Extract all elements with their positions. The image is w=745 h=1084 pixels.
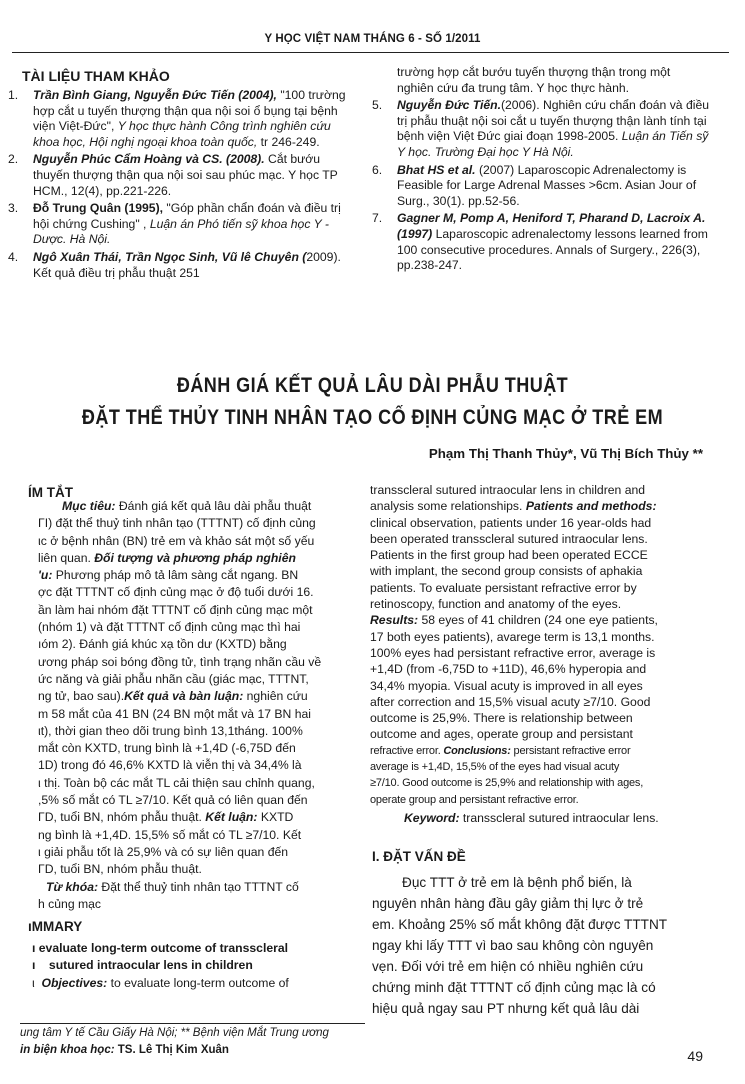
summary-vi-line [38, 636, 354, 653]
reference-number: 6. [372, 162, 383, 177]
abstract-en-line [370, 515, 706, 531]
summary-vi-line [38, 861, 354, 878]
intro-body [372, 872, 708, 1019]
abstract-en-line [370, 580, 706, 596]
article-title-line2: ĐẶT THỂ THỦY TINH NHÂN TẠO CỐ ĐỊNH CỦNG MẠC Ở TRẺ EM [81, 406, 664, 429]
reference-text-segment: Ngô Xuân Thái, Trần Ngọc Sinh, Vũ lê Chuyên ( [33, 249, 307, 264]
abstract-en-line [370, 694, 706, 710]
summary-vi-line-segment: Mục tiêu: [62, 499, 119, 513]
objectives-label: Objectives: [41, 976, 108, 990]
summary-vi-line [38, 498, 354, 515]
reference-item [370, 163, 710, 210]
summary-vi-line-segment: KXTD [260, 810, 294, 825]
summary-vi-line-segment: ΓD, tuổi BN, nhóm phẫu thuật. [38, 810, 206, 825]
abstract-en-line-segment: Patients in the first group had been operated ECCE [370, 548, 648, 563]
reference-continuation: trường hợp cắt bướu tuyến thượng thận trong một nghiên cứu đa trung tâm. Y học thực hành. [397, 65, 671, 95]
summary-vi-line [38, 567, 354, 584]
intro-line: em. Khoảng 25% số mắt không đặt được TTTNT [372, 917, 668, 932]
abstract-en-line-segment: operate group and persistant refractive error. [370, 793, 579, 806]
abstract-en-line [370, 726, 706, 742]
summary-vi-line-segment: 'u: [38, 568, 56, 583]
abstract-en-line [370, 743, 706, 759]
abstract-en-line [370, 563, 706, 579]
journal-header: Y HỌC VIỆT NAM THÁNG 6 - SỐ 1/2011 [264, 33, 481, 45]
summary-vi-line-segment: Phương pháp mô tả lâm sàng cắt ngang. BN [55, 568, 299, 583]
abstract-en-line [370, 678, 706, 694]
abstract-en-line-segment: outcome is 25,9%. There is relationship between [370, 711, 633, 726]
intro-line: ngay khi lấy TTT vì bao sau không còn nguyên [372, 938, 654, 953]
article-authors: Phạm Thị Thanh Thủy*, Vũ Thị Bích Thủy ** [428, 446, 703, 461]
summary-vi-line [38, 775, 354, 792]
abstract-en-line-segment: persistant refractive error [513, 744, 631, 757]
intro-line: chứng minh đặt TTTNT cố định củng mạc là có [372, 980, 656, 995]
summary-vi-line-segment: ức năng và giải phẫu nhãn cầu (giác mạc, TTTNT, [38, 671, 309, 686]
reference-text-segment: "100 trường hợp cắt u tuyến thượng thận qua nội soi ổ bụng tại bệnh viện Việt-Đức", [33, 88, 346, 134]
reference-text-segment: Gagner M, Pomp A, Heniford T, Pharand D, Lacroix A. (1997) [397, 211, 706, 241]
summary-vi-line-segment: ι thị. Toàn bộ các mắt TL cải thiện sau chỉnh quang, [38, 775, 315, 790]
summary-vi-body [38, 498, 354, 913]
summary-vi-line-segment: Kết luận: [205, 810, 261, 825]
reference-number: 7. [372, 211, 383, 226]
reference-item [6, 152, 356, 199]
references-right-column [370, 65, 710, 276]
abstract-en-line [370, 629, 706, 645]
abstract-en-line-segment: Patients and methods: [525, 499, 657, 514]
reference-text-segment: Y học thực hành Công trình nghiên cứu khoa học, Hội nghị ngoại khoa toàn quốc, [33, 119, 331, 149]
abstract-en-line [370, 498, 706, 514]
reference-text-segment: Nguyễn Đức Tiến. [397, 98, 501, 113]
objectives-prefix: ι [32, 976, 35, 990]
reference-item [6, 88, 356, 150]
summary-vi-line-segment: Đánh giá kết quả lâu dài phẫu thuật [118, 499, 312, 513]
intro-line: Đục TTT ở trẻ em là bệnh phổ biến, là [402, 875, 632, 890]
reference-text-segment: (2007) Laparoscopic Adrenalectomy is Feasible for Large Adrenal Masses >6cm. Asian Jour of Surg., 30(1). pp.52-56. [397, 162, 697, 208]
references-left-column [6, 88, 356, 283]
summary-vi-line [38, 515, 354, 532]
summary-vi-line [38, 879, 354, 896]
abstract-en-line [370, 710, 706, 726]
summary-vi-heading: ÍM TẮT [28, 485, 73, 500]
abstract-en-line [370, 792, 706, 808]
reference-item [370, 211, 710, 273]
summary-vi-line-segment: ần làm hai nhóm đặt TTTNT cố định củng mạc một [38, 602, 313, 617]
abstract-en-line-segment: ≥7/10. Good outcome is 25,9% and relationship with ages, [370, 777, 644, 790]
summary-vi-line-segment: mắt còn KXTD, trung bình là +1,4D (-6,75D đến [38, 741, 296, 756]
summary-vi-line [38, 619, 354, 636]
intro-line: nguyên nhân hàng đầu gây giảm thị lực ở trẻ [372, 896, 644, 911]
abstract-en-line [370, 482, 706, 498]
abstract-en-line-segment: retinoscopy, function and anatomy of the eyes. [370, 597, 622, 612]
footnote-rule [20, 1023, 365, 1024]
reference-text-segment: Đỗ Trung Quân (1995), [33, 201, 167, 216]
abstract-en-line-segment: +1,4D (from -6,75D to +11D), 46,6% hyperopia and [370, 662, 647, 677]
page-number: 49 [687, 1048, 703, 1064]
summary-vi-line [38, 740, 354, 757]
summary-vi-line [38, 844, 354, 861]
abstract-en-line-segment: 100% eyes had persistant refractive error, average is [370, 645, 656, 660]
summary-vi-line-segment: Đối tượng và phương pháp nghiên [94, 550, 296, 565]
summary-vi-line-segment: Đặt thể thuỷ tinh nhân tạo TTTNT cố [101, 879, 299, 894]
reviewer-name: TS. Lê Thị Kim Xuân [114, 1044, 229, 1056]
summary-vi-line-segment: ương pháp soi bóng đồng tử, tình trạng nhãn cầu về [38, 654, 322, 669]
article-title-line1: ĐÁNH GIÁ KẾT QUẢ LÂU DÀI PHẪU THUẬT [176, 374, 569, 397]
abstract-en-line-segment: refractive error. [370, 744, 444, 757]
reference-text-segment: Cắt bướu thuyến thượng thận qua nội soi sau phúc mạc. Y học TP HCM., 12(4), pp.221-226. [33, 152, 338, 198]
summary-vi-line [38, 654, 354, 671]
abstract-en-line-segment: average is +1,4D, 15,5% of the eyes had visual acuty [370, 761, 620, 774]
summary-vi-line-segment: ιc ở bệnh nhân (BN) trẻ em và khảo sát một số yếu [38, 533, 315, 548]
summary-vi-line-segment: liên quan. [38, 550, 95, 565]
reviewer-label: in biện khoa học: [20, 1044, 115, 1056]
abstract-keyword [404, 810, 704, 826]
summary-vi-line-segment: ợc đặt TTTNT cố định củng mạc ở độ tuổi dưới 16. [38, 585, 314, 600]
summary-vi-line-segment: ıóm 2). Đánh giá khúc xạ tồn dư (KXTD) bằng [38, 637, 287, 652]
abstract-en-line [370, 612, 706, 628]
reference-number: 2. [8, 152, 19, 167]
intro-heading: I. ĐẶT VẤN ĐỀ [372, 849, 466, 864]
reference-text-segment: "Góp phần chẩn đoán và điều trị hội chứng Cushing" , [33, 201, 341, 231]
abstract-en-line [370, 596, 706, 612]
reference-list-right-items [370, 98, 710, 274]
abstract-en-line-segment: outcome and ages, operate group and persistant [370, 727, 633, 742]
summary-vi-line [38, 896, 354, 913]
abstract-en-line-segment: transscleral sutured intraocular lens in children and [370, 483, 646, 497]
abstract-en-line-segment: clinical observation, patients under 16 year-olds had [370, 515, 652, 530]
abstract-en-line [370, 547, 706, 563]
abstract-en-line [370, 645, 706, 661]
summary-en-objectives [32, 975, 362, 991]
reference-text-segment: Nguyễn Phúc Cẩm Hoàng và CS. (2008). [33, 152, 269, 167]
summary-vi-line [38, 827, 354, 844]
objectives-text: to evaluate long-term outcome of [107, 976, 289, 990]
abstract-en-line-segment: patients. To evaluate persistant refractive error by [370, 580, 637, 595]
references-heading: TÀI LIỆU THAM KHẢO [22, 68, 170, 84]
summary-vi-line-segment: Từ khóa: [46, 879, 102, 894]
summary-vi-line-segment: ,5% số mắt có TL ≥7/10. Kết quả có liên quan đến [38, 793, 308, 808]
summary-vi-line-segment: (nhóm 1) và đặt TTTNT cố định củng mạc thì hai [38, 620, 301, 635]
summary-vi-line-segment: 1D) trong đó 46,6% KXTD là viễn thị và 34,4% là [38, 758, 302, 773]
abstract-en-line-segment: 34,4% myopia. Visual acuty is improved in all eyes [370, 678, 643, 693]
abstract-en-line [370, 531, 706, 547]
reference-number: 4. [8, 249, 19, 264]
summary-vi-line [38, 792, 354, 809]
summary-vi-line-segment: ιt), thời gian theo dõi trung bình 13,1tháng. 100% [38, 723, 303, 738]
summary-vi-line [38, 809, 354, 826]
footnote-affiliation: ung tâm Y tế Cầu Giấy Hà Nội; ** Bệnh viện Mắt Trung ương [20, 1027, 329, 1039]
summary-vi-line-segment: nghiên cứu [246, 689, 308, 704]
abstract-en-body [370, 482, 706, 808]
summary-vi-line [38, 671, 354, 688]
keyword-text: transscleral sutured intraocular lens. [459, 811, 659, 825]
reference-text-segment: (2006). Nghiên cứu chẩn đoán và điều trị phẫu thuật nội soi cắt u tuyến thượng thận lành tính tại bệnh viện Việt Đức giai đoạn 1998-2005. [397, 98, 710, 144]
summary-vi-line-segment: ng tử, bao sau). [38, 689, 125, 704]
summary-vi-line [38, 706, 354, 723]
reference-text-segment: Luận án Tiến sỹ Y học. Trường Đại học Y Hà Nội. [397, 129, 709, 159]
reference-text-segment: tr 246-249. [257, 134, 320, 149]
header-rule [12, 52, 729, 53]
keyword-label: Keyword: [404, 811, 460, 825]
summary-vi-line [38, 602, 354, 619]
summary-vi-line-segment: ΓD, tuổi BN, nhóm phẫu thuật. [38, 862, 202, 877]
summary-vi-line [38, 533, 354, 550]
summary-vi-line [38, 550, 354, 567]
footnote-reviewer [20, 1042, 420, 1058]
summary-vi-line-segment: ΓΙ) đặt thể thuỷ tinh nhân tạo (TTTNT) cố định củng [38, 516, 316, 531]
reference-item [6, 250, 356, 281]
reference-number: 5. [372, 98, 383, 113]
abstract-en-line-segment: with implant, the second group consists of aphakia [370, 564, 643, 579]
abstract-en-line-segment: Conclusions: [443, 744, 514, 757]
abstract-en-line-segment: 58 eyes of 41 children (24 one eye patients, [421, 613, 658, 628]
reference-number: 3. [8, 201, 19, 216]
abstract-en-line-segment: after correction and 15,5% visual acuty ≥7/10. Good [370, 694, 651, 709]
reference-text-segment: Luận án Phó tiến sỹ khoa học Y - Dược. Hà Nội. [33, 216, 329, 247]
summary-en-heading: ıMMARY [28, 919, 83, 934]
reference-number: 1. [8, 88, 19, 102]
summary-vi-line [38, 757, 354, 774]
reference-text-segment: Bhat HS et al. [397, 162, 479, 177]
abstract-en-line [370, 661, 706, 677]
summary-en-title-line2: ı sutured intraocular lens in children [32, 958, 253, 972]
abstract-en-line [370, 775, 706, 791]
abstract-en-line-segment: analysis some relationships. [370, 499, 526, 514]
reference-list-right [370, 65, 710, 96]
summary-vi-line-segment: h củng mạc [38, 896, 102, 911]
abstract-en-line-segment: Results: [370, 613, 422, 628]
abstract-en-line-segment: 17 both eyes patients), avarege term is 13,1 months. [370, 629, 655, 644]
summary-vi-line [38, 688, 354, 705]
reference-item [6, 201, 356, 248]
summary-vi-line-segment: ng bình là +1,4D. 15,5% số mắt có TL ≥7/10. Kết [38, 827, 302, 842]
summary-vi-line-segment: m 58 mắt của 41 BN (24 BN một mắt và 17 BN hai [38, 706, 311, 721]
reference-text-segment: Laparoscopic adrenalectomy lessons learned from 100 consecutive procedures. Annals of Surgery., 226(3), pp.238-247. [397, 226, 708, 273]
summary-en-title-line1: ı evaluate long-term outcome of transscleral [32, 941, 289, 955]
abstract-en-line [370, 759, 706, 775]
summary-vi-line-segment: Kết quả và bàn luận: [124, 689, 247, 704]
reference-text-segment: Trần Bình Giang, Nguyễn Đức Tiến (2004), [33, 88, 281, 102]
intro-line: hiệu quả ngay sau PT nhưng kết quả lâu dài [372, 1001, 640, 1016]
abstract-en-line-segment: been operated transscleral sutured intraocular lens. [370, 531, 648, 546]
summary-vi-line [38, 723, 354, 740]
reference-text-segment: 2009). Kết quả điều trị phẫu thuật 251 [33, 249, 341, 280]
intro-line: vẹn. Đối với trẻ em hiện có nhiều nghiên cứu [372, 959, 644, 974]
reference-item [370, 98, 710, 160]
reference-list-left [6, 88, 356, 281]
summary-vi-line [38, 584, 354, 601]
summary-vi-line-segment: ι giải phẫu tốt là 25,9% và có sự liên quan đến [38, 844, 289, 859]
